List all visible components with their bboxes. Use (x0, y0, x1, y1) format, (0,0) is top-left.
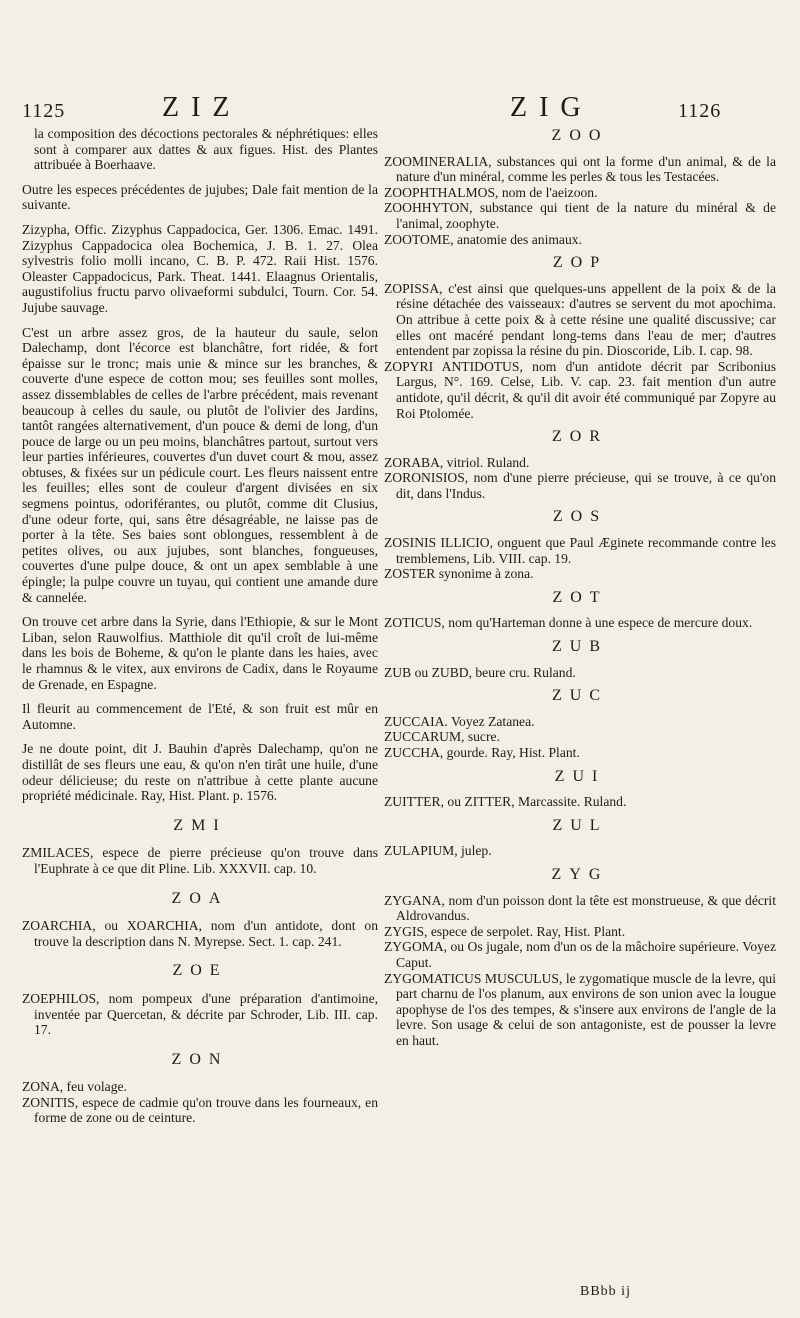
page-number-right: 1126 (678, 100, 722, 122)
paragraph: Outre les especes précédentes de jujubes; Dale fait mention de la suivante. (22, 181, 378, 213)
dictionary-entry: ZONITIS, espece de cadmie qu'on trouve dans les fourneaux, en forme de zone ou de ceinture. (22, 1094, 378, 1126)
running-head-left: ZIZ (162, 92, 242, 123)
section-heading: ZOP (552, 254, 608, 272)
section-heading: ZOR (552, 428, 608, 446)
dictionary-entry: ZOOPHTHALMOS, nom de l'aeizoon. (384, 184, 598, 200)
dictionary-entry: ZOPISSA, c'est ainsi que quelques-uns appellent de la poix & de la résine détachée des vaisseaux: d'autres se servent du mot apochima. On attribue à cette poix & à cette résine une qualité discussive; car elles ont macéré pendant long-tems dans l'eau de mer; d'autres entendent par zopissa la résine du pin. Dioscoride, Lib. I. cap. 98. (384, 280, 776, 359)
dictionary-entry: ZOSINIS ILLICIO, onguent que Paul Æginete recommande contre les tremblemens, Lib. VIII. cap. 19. (384, 535, 776, 566)
section-heading: ZOO (551, 127, 609, 144)
synonym-paragraph: Zizypha, Offic. Zizyphus Cappadocica, Ger. 1306. Emac. 1491. Zizyphus Cappadocica olea Bochemica, J. B. 1. 27. Olea sylvestris folio molli incano, C. B. P. 472. Raii Hist. 1576. Oleaster Cappadocicus, Park. Theat. 1441. Elaagnus Orientalis, augustifolius fructu parvo olivaeformi subdulci, Tourn. Cor. 54. Jujube sauvage. (22, 221, 378, 315)
section-heading: ZUB (552, 638, 608, 656)
page-header (0, 94, 800, 124)
dictionary-entry: ZORABA, vitriol. Ruland. (384, 454, 530, 470)
dictionary-entry: ZUB ou ZUBD, beure cru. Ruland. (384, 664, 576, 680)
section-heading: ZON (171, 1050, 229, 1068)
paragraph: Il fleurit au commencement de l'Eté, & son fruit est mûr en Automne. (22, 701, 378, 732)
dictionary-entry: ZYGIS, espece de serpolet. Ray, Hist. Plant. (384, 923, 626, 939)
dictionary-entry: ZOPYRI ANTIDOTUS, nom d'un antidote décrit par Scribonius Largus, N°. 169. Celse, Lib. V. cap. 23. fait mention d'un autre antidote, qu'il décrit, & qu'il dit avoir été communiqué par Zopyre au Roi Ptolomée. (384, 358, 776, 421)
left-column (22, 126, 378, 1134)
section-heading: ZOE (172, 962, 228, 980)
dictionary-entry: ZOARCHIA, ou XOARCHIA, nom d'un antidote, dont on trouve la description dans N. Myrepse. Sect. 1. cap. 241. (22, 918, 378, 949)
dictionary-entry: ZOEPHILOS, nom pompeux d'une préparation d'antimoine, inventée par Quercetan, & décrite par Schroder, Lib. III. cap. 17. (22, 990, 378, 1038)
page-number-left: 1125 (22, 100, 66, 122)
right-column (384, 126, 776, 1057)
dictionary-entry: ZUCCARUM, sucre. (384, 729, 500, 745)
dictionary-entry: ZYGANA, nom d'un poisson dont la tête est monstrueuse, & que décrit Aldrovandus. (384, 892, 776, 924)
dictionary-entry: ZUCCHA, gourde. Ray, Hist. Plant. (384, 745, 580, 760)
section-heading: ZUC (552, 687, 608, 705)
dictionary-entry: ZOTICUS, nom qu'Harteman donne à une espece de mercure doux. (384, 615, 753, 631)
section-heading: ZUL (552, 816, 608, 834)
section-heading: ZOT (552, 588, 608, 606)
dictionary-entry: ZUCCAIA. Voyez Zatanea. (384, 713, 535, 729)
dictionary-entry: ZMILACES, espece de pierre précieuse qu'on trouve dans l'Euphrate à ce que dit Pline. Lib. XXXVII. cap. 10. (22, 845, 378, 876)
dictionary-entry: ZYGOMA, ou Os jugale, nom d'un os de la mâchoire supérieure. Voyez Caput. (384, 939, 776, 970)
section-heading: ZOS (552, 508, 608, 526)
section-heading: ZOA (171, 889, 229, 907)
paragraph: Je ne doute point, dit J. Bauhin d'après Dalechamp, qu'on ne distillât de ses fleurs une eau, & qu'on n'en tirât une huile, d'une odeur délicieuse; du reste on n'attribue à cette plante aucune propriété médicinale. Ray, Hist. Plant. p. 1576. (22, 741, 378, 804)
section-heading: ZUI (554, 767, 606, 785)
continuation-text: la composition des décoctions pectorales & néphrétiques: elles sont à comparer aux dattes & aux figues. Hist. des Plantes attribuée à Boerhaave. (34, 126, 378, 173)
dictionary-entry: ZOOTOME, anatomie des animaux. (384, 231, 582, 247)
dictionary-entry: ZUITTER, ou ZITTER, Marcassite. Ruland. (384, 794, 627, 810)
dictionary-entry: ZOSTER synonime à zona. (384, 566, 534, 582)
dictionary-entry: ZYGOMATICUS MUSCULUS, le zygomatique muscle de la levre, qui part charnu de l'os planum, aux environs de son union avec la lougue apophyse de l'os des tempes, & s'insere aux environs de l'angle de la levre. Son usage & celui de son antagoniste, est de pousser la levre en haut. (384, 970, 776, 1048)
dictionary-entry: ZOOMINERALIA, substances qui ont la forme d'un animal, & de la nature d'un minéral, comme les perles & tous les Testacées. (384, 153, 776, 185)
section-heading: ZMI (173, 816, 227, 834)
section-heading: ZYG (551, 865, 609, 883)
running-head-right: ZIG (510, 92, 593, 123)
paragraph: C'est un arbre assez gros, de la hauteur du saule, selon Dalechamp, dont l'écorce est blanchâtre, fort ridée, & fort épaisse sur le tronc; mais unie & mince sur les branches, & couverte d'une espece de cotton mou; ses feuilles sont molles, assez dissemblables de celles de l'arbre précédent, mais revenant beaucoup à celles du saule, ou plutôt de l'olivier des Jardins, tantôt rangées alternativement, d'un pouce & demi de long, d'un pouce de large ou un peu moins, blanchâtres partout, surtout vers leur parties inférieures, couvertes d'un duvet court & mou, assez obtuses, & fixées sur un pédicule court. Les fleurs naissent entre les feuilles; elles sont de couleur d'argent divisées en six segmens pointus, odoriférantes, ou plutôt, comme dit Clusius, d'une odeur forte, qui, sans être désagréable, ne laisse pas de porter à la tête. Ses baies sont oblongues, ressemblent à de petites olives, ou aux jujubes, sont blanches, fongueuses, couvertes d'une pulpe douce, & ont un apex semblable à une épingle; la pulpe couvre un tuyau, qui contient une amande dure & cannelée. (22, 324, 378, 605)
dictionary-entry: ZORONISIOS, nom d'une pierre précieuse, qui se trouve, à ce qu'on dit, dans l'Indus. (384, 470, 776, 501)
dictionary-entry: ZONA, feu volage. (22, 1079, 127, 1095)
dictionary-entry: ZOOHHYTON, substance qui tient de la nature du minéral & de l'animal, zoophyte. (384, 200, 776, 231)
paragraph: On trouve cet arbre dans la Syrie, dans l'Ethiopie, & sur le Mont Liban, selon Rauwolfius. Matthiole dit qu'il croît de lui-même dans les bois de Boheme, & qu'on le plante dans les haies, avec le rhamnus & le vitex, aux environs de Cadix, dans le Royaume de Grenade, en Espagne. (22, 614, 378, 692)
dictionary-entry: ZULAPIUM, julep. (384, 843, 492, 859)
signature-mark: BBbb ij (580, 1284, 631, 1299)
